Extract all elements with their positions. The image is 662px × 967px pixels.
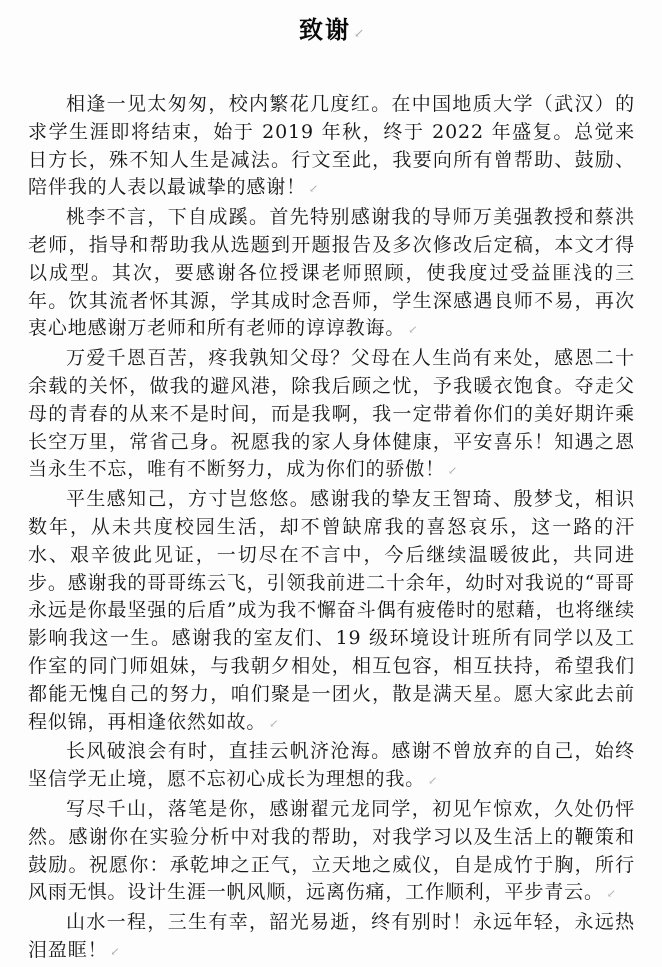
paragraph-mark-icon: ↙ [110,944,120,958]
paragraph [28,738,635,796]
paragraph [28,796,635,909]
paragraph-text: 山水一程，三生有幸，韶光易逝，终有别时！永远年轻，永远热泪盈眶！ [28,911,635,961]
paragraph-text: 桃李不言，下自成蹊。首先特别感谢我的导师万美强教授和蔡洪老师，指导和帮助我从选题到开题报告及多次修改后定稿，本文才得以成型。其次，要感谢各位授课老师照顾，使我度过受益匪浅的三年。饮其流者怀其源，学其成时念吾师，学生深感遇良师不易，再次衷心地感谢万老师和所有老师的谆谆教诲。 [28,206,635,340]
paragraph-mark-icon: ↙ [447,464,458,478]
paragraph-mark-icon: ↙ [408,323,418,337]
document-body [28,91,635,967]
paragraph-mark-icon: ↙ [428,774,438,788]
page-title-text: 致谢 [298,15,351,44]
paragraph-text: 长风破浪会有时，直挂云帆济沧海。感谢不曾放弃的自己，始终坚信学无止境，愿不忘初心成长为理想的我。 [28,740,635,791]
paragraph-text: 万爱千恩百苦，疼我孰知父母？父母在人生尚有来处，感恩二十余载的关怀，做我的避风港，除我后顾之忧，予我暖衣饱食。夺走父母的青春的从来不是时间，而是我啊，我一定带着你们的美好期许乘长空万里，常省己身。祝愿我的家人身体健康，平安喜乐！知遇之恩当永生不忘，唯有不断努力，成为你们的骄傲！ [28,347,635,481]
paragraph-text: 平生感知己，方寸岂悠悠。感谢我的挚友王智琦、殷梦戈，相识数年，从未共度校园生活，却不曾缺席我的喜怒哀乐，这一路的汗水、艰辛彼此见证，一切尽在不言中，今后继续温暖彼此，共同进步。感谢我的哥哥练云飞，引领我前进二十余年，幼时对我说的“哥哥永远是你最坚强的后盾”成为我不懈奋斗偶有疲倦时的慰藉，也将继续影响我这一生。感谢我的室友们、19 级环境设计班所有同学以及工作室的同门师姐妹，与我朝夕相处，相互包容，相互扶持，希望我们都能无愧自己的努力，咱们聚是一团火，散是满天星。愿大家此去前程似锦，再相逢依然如故。 [28,488,635,733]
paragraph-mark-icon: ↙ [269,716,279,730]
paragraph [28,204,635,345]
paragraph [28,909,635,967]
paragraph-text: 写尽千山，落笔是你，感谢翟元龙同学，初见乍惊欢，久处仍怦然。感谢你在实验分析中对我的帮助，对我学习以及生活上的鞭策和鼓励。祝愿你：承乾坤之正气，立天地之威仪，自是成竹于胸，所行风雨无惧。设计生涯一帆风顺，远离伤痛，工作顺利，平步青云。 [28,797,635,904]
paragraph-text: 相逢一见太匆匆，校内繁花几度红。在中国地质大学（武汉）的求学生涯即将结束，始于 2019 年秋，终于 2022 年盛复。总觉来日方长，殊不知人生是减法。行文至此，我要向所有曾帮助、鼓励、陪伴我的人表以最诚挚的感谢！ [28,93,635,199]
paragraph [28,91,635,204]
paragraph-mark-icon: ↙ [606,887,617,901]
paragraph [28,486,635,738]
paragraph [28,345,635,486]
page-title [28,14,635,50]
paragraph-mark-icon: ↙ [308,182,319,196]
paragraph-mark-icon: ↙ [353,26,365,40]
